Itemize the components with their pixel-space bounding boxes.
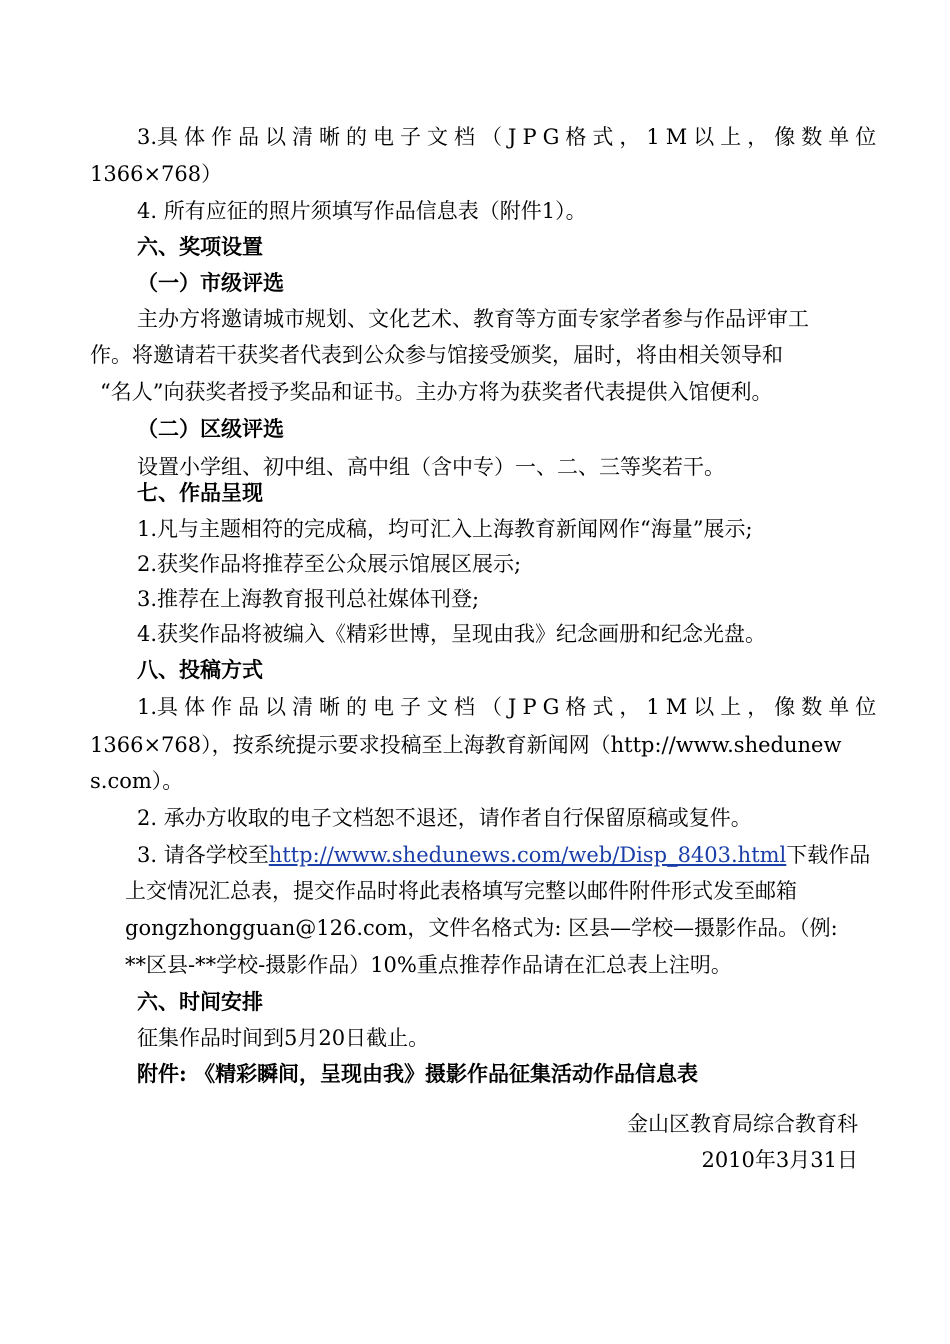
text-line: gongzhongguan@126.com，文件名格式为: 区县—学校—摄影作品。（例: <box>125 916 838 940</box>
text-line: 上交情况汇总表，提交作品时将此表格填写完整以邮件附件形式发至邮箱 <box>125 879 797 903</box>
download-link[interactable]: http://www.shedunews.com/web/Disp_8403.html <box>268 843 787 867</box>
list-item: 2.获奖作品将推荐至公众展示馆展区展示; <box>137 552 522 576</box>
list-item: 3.推荐在上海教育报刊总社媒体刊登; <box>137 587 480 611</box>
text-line: 4. 所有应征的照片须填写作品信息表（附件1）。 <box>137 199 587 223</box>
text-line <box>137 836 870 874</box>
list-item: 1.凡与主题相符的完成稿，均可汇入上海教育新闻网作“海量”展示; <box>137 517 753 541</box>
text-line-content: 下载作品 <box>786 843 871 867</box>
text-line <box>137 118 883 156</box>
text-line-content: 具体作品以清晰的电子文档（JPG格式，1M以上，像数单位 <box>157 125 883 149</box>
text-line: **区县-**学校-摄影作品）10%重点推荐作品请在汇总表上注明。 <box>125 953 732 977</box>
paragraph-line: 设置小学组、初中组、高中组（含中专）一、二、三等奖若干。 <box>137 455 725 479</box>
signature-department: 金山区教育局综合教育科 <box>627 1112 858 1136</box>
text-line: 2. 承办方收取的电子文档恕不退还，请作者自行保留原稿或复件。 <box>137 806 752 830</box>
text-line <box>137 688 883 726</box>
section-heading: 八、投稿方式 <box>137 657 263 682</box>
paragraph-line: 作。将邀请若干获奖者代表到公众参与馆接受颁奖，届时，将由相关领导和 <box>90 343 783 367</box>
text-line: 1366×768） <box>90 162 223 186</box>
paragraph-line: 主办方将邀请城市规划、文化艺术、教育等方面专家学者参与作品评审工 <box>137 307 809 331</box>
subsection-heading: （二）区级评选 <box>137 416 284 441</box>
text-line: s.com）。 <box>90 769 184 793</box>
subsection-heading: （一）市级评选 <box>137 270 284 295</box>
list-number: 3. <box>137 125 158 149</box>
section-heading: 六、时间安排 <box>137 989 263 1014</box>
text-line-content: 3. 请各学校至 <box>137 843 269 867</box>
text-line-content: 具体作品以清晰的电子文档（JPG格式，1M以上，像数单位 <box>157 695 883 719</box>
list-item: 4.获奖作品将被编入《精彩世博，呈现由我》纪念画册和纪念光盘。 <box>137 622 767 646</box>
text-line: 征集作品时间到5月20日截止。 <box>137 1026 430 1050</box>
list-number: 1. <box>137 695 158 719</box>
section-heading: 七、作品呈现 <box>137 480 263 505</box>
signature-date: 2010年3月31日 <box>701 1148 858 1172</box>
attachment-note: 附件: 《精彩瞬间，呈现由我》摄影作品征集活动作品信息表 <box>137 1061 699 1086</box>
section-heading: 六、奖项设置 <box>137 234 263 259</box>
paragraph-line: “名人”向获奖者授予奖品和证书。主办方将为获奖者代表提供入馆便利。 <box>100 380 773 404</box>
text-line: 1366×768），按系统提示要求投稿至上海教育新闻网（http://www.shedunew <box>90 733 842 757</box>
